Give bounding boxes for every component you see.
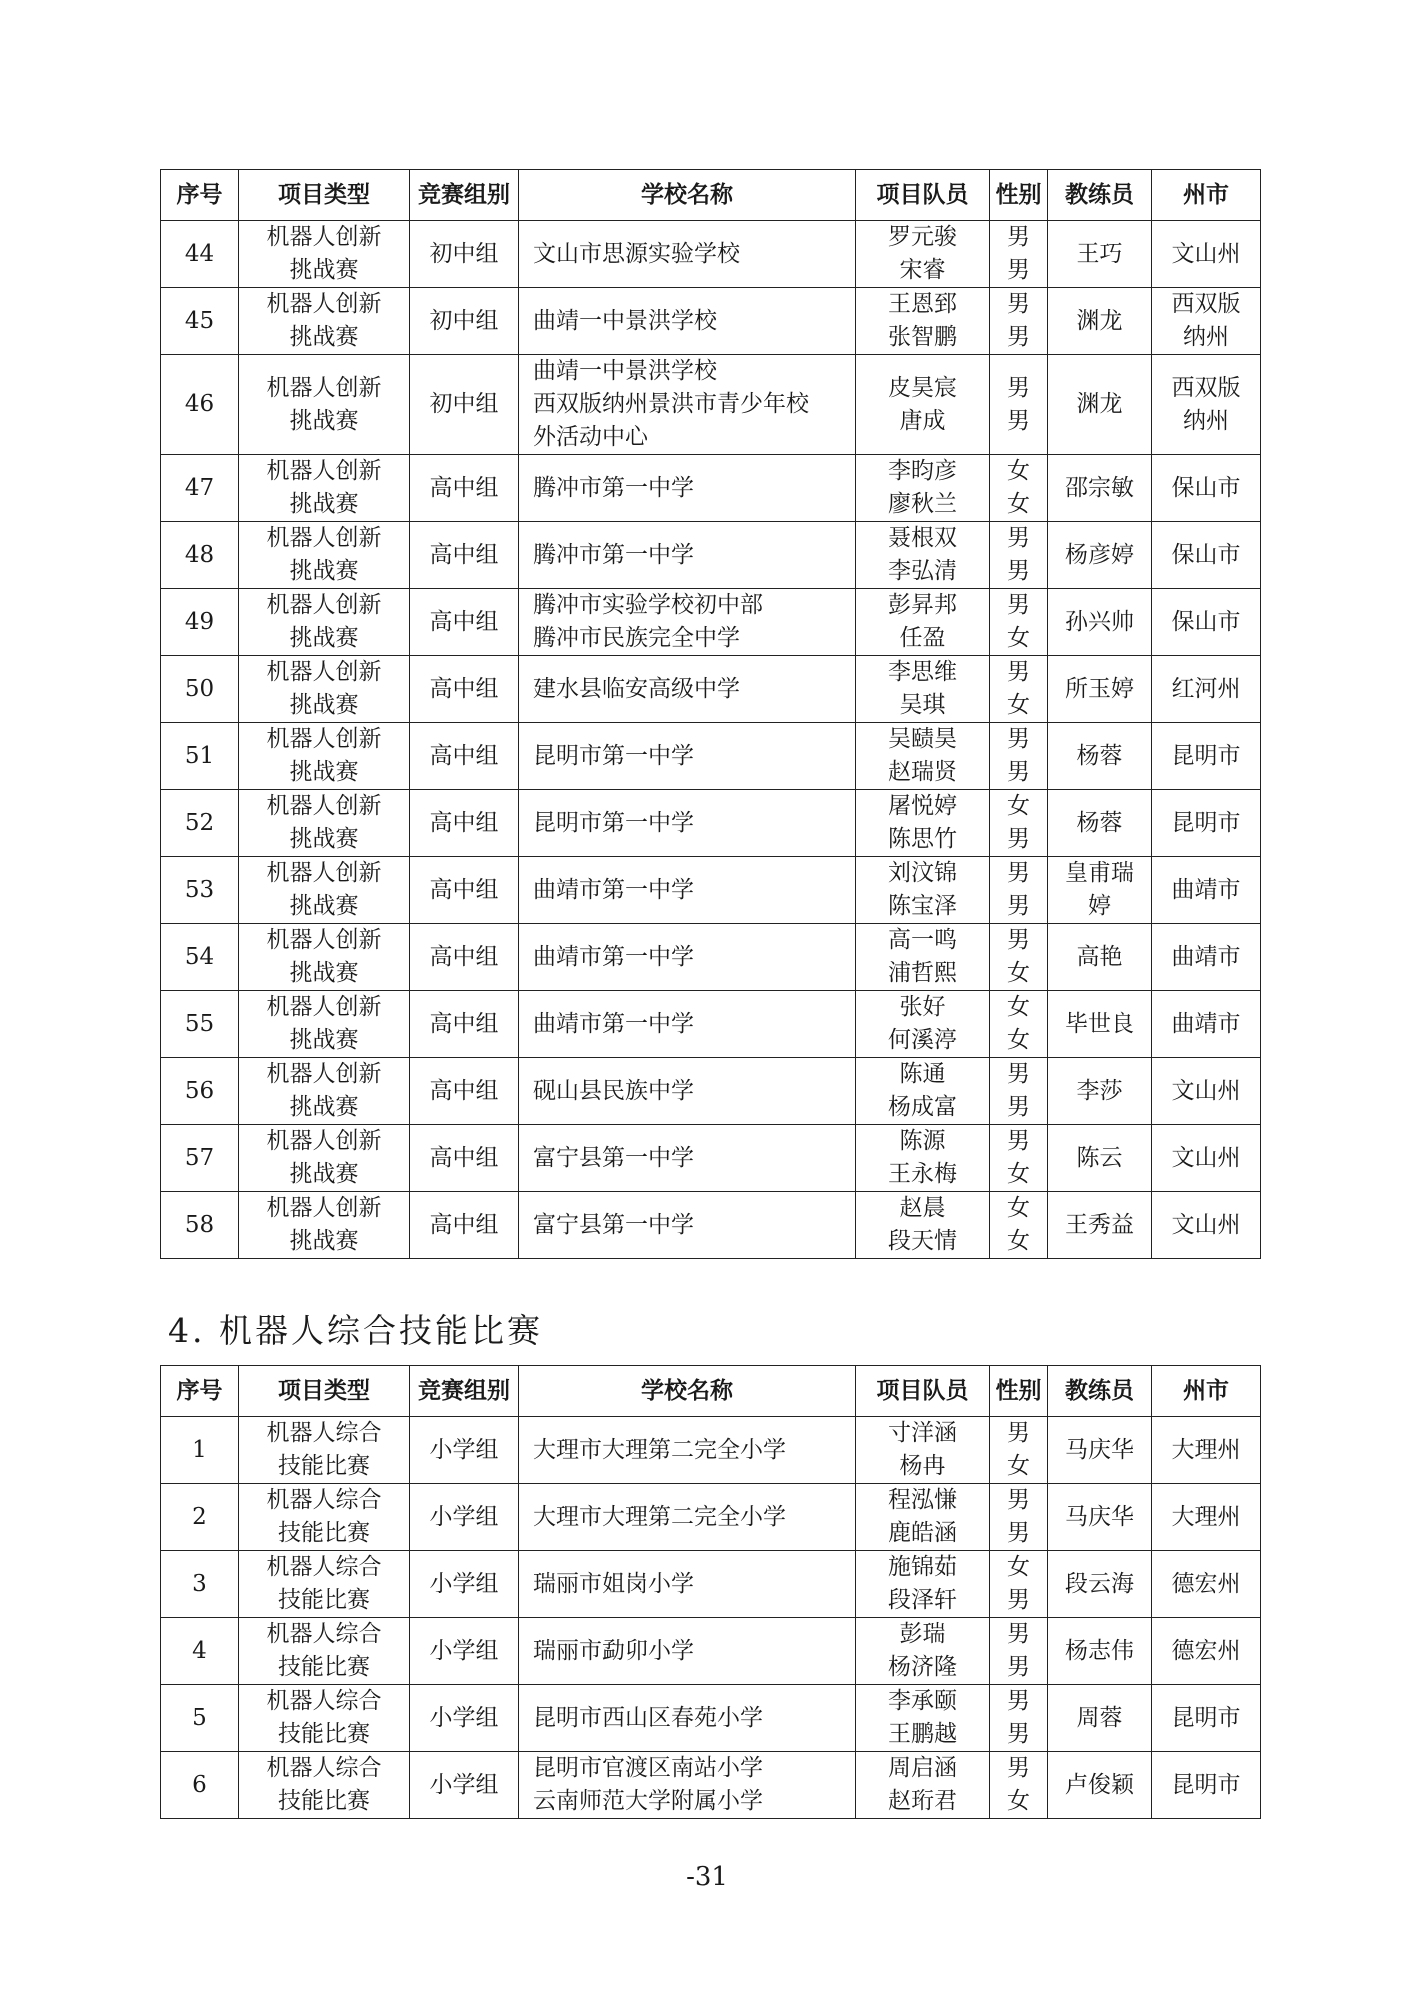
cell-city: 曲靖市 [1152,991,1261,1058]
cell-group: 小学组 [410,1551,519,1618]
header-city: 州市 [1152,170,1261,221]
cell-group: 初中组 [410,288,519,355]
cell-type: 机器人综合 技能比赛 [239,1417,410,1484]
table-row [161,857,1261,924]
cell-members: 张好 何溪渟 [856,991,990,1058]
cell-group: 高中组 [410,723,519,790]
cell-group: 小学组 [410,1484,519,1551]
cell-coach: 李莎 [1048,1058,1152,1125]
table-row [161,221,1261,288]
cell-type: 机器人创新 挑战赛 [239,857,410,924]
cell-type: 机器人创新 挑战赛 [239,455,410,522]
cell-members: 聂根双 李弘清 [856,522,990,589]
cell-coach: 马庆华 [1048,1417,1152,1484]
award-table-robot-innovation [160,169,1261,1259]
header-members: 项目队员 [856,170,990,221]
cell-city: 红河州 [1152,656,1261,723]
cell-school: 瑞丽市姐岗小学 [519,1551,856,1618]
cell-coach: 段云海 [1048,1551,1152,1618]
cell-type: 机器人综合 技能比赛 [239,1618,410,1685]
cell-school: 曲靖市第一中学 [519,857,856,924]
page-number: -31 [686,1862,728,1892]
cell-members: 周启涵 赵珩君 [856,1752,990,1819]
table-row [161,522,1261,589]
cell-school: 曲靖一中景洪学校 西双版纳州景洪市青少年校 外活动中心 [519,355,856,455]
cell-school: 昆明市官渡区南站小学 云南师范大学附属小学 [519,1752,856,1819]
cell-group: 高中组 [410,1192,519,1259]
cell-type: 机器人创新 挑战赛 [239,991,410,1058]
cell-gender: 男 女 [990,1417,1048,1484]
table-row [161,790,1261,857]
cell-group: 初中组 [410,355,519,455]
cell-members: 赵晨 段天情 [856,1192,990,1259]
cell-gender: 男 男 [990,857,1048,924]
cell-no: 50 [161,656,239,723]
cell-city: 昆明市 [1152,723,1261,790]
cell-gender: 男 女 [990,1125,1048,1192]
cell-no: 58 [161,1192,239,1259]
cell-group: 高中组 [410,991,519,1058]
cell-gender: 男 男 [990,1685,1048,1752]
cell-city: 文山州 [1152,1192,1261,1259]
cell-school: 大理市大理第二完全小学 [519,1484,856,1551]
cell-school: 曲靖一中景洪学校 [519,288,856,355]
cell-school: 富宁县第一中学 [519,1125,856,1192]
cell-gender: 男 女 [990,924,1048,991]
cell-coach: 杨彦婷 [1048,522,1152,589]
cell-gender: 男 女 [990,1752,1048,1819]
cell-school: 昆明市西山区春苑小学 [519,1685,856,1752]
cell-coach: 周蓉 [1048,1685,1152,1752]
cell-school: 腾冲市第一中学 [519,522,856,589]
cell-type: 机器人综合 技能比赛 [239,1484,410,1551]
cell-coach: 杨蓉 [1048,723,1152,790]
cell-city: 大理州 [1152,1484,1261,1551]
header-gender: 性别 [990,1366,1048,1417]
cell-gender: 男 女 [990,589,1048,656]
cell-members: 刘汶锦 陈宝泽 [856,857,990,924]
table-row [161,924,1261,991]
cell-group: 小学组 [410,1618,519,1685]
header-type: 项目类型 [239,1366,410,1417]
cell-members: 皮昊宸 唐成 [856,355,990,455]
header-gender: 性别 [990,170,1048,221]
cell-school: 腾冲市实验学校初中部 腾冲市民族完全中学 [519,589,856,656]
header-members: 项目队员 [856,1366,990,1417]
table-row [161,1551,1261,1618]
award-table-robot-skills [160,1365,1261,1819]
cell-coach: 渊龙 [1048,355,1152,455]
cell-type: 机器人创新 挑战赛 [239,1125,410,1192]
cell-city: 德宏州 [1152,1551,1261,1618]
cell-no: 6 [161,1752,239,1819]
cell-school: 昆明市第一中学 [519,723,856,790]
cell-group: 高中组 [410,790,519,857]
cell-coach: 陈云 [1048,1125,1152,1192]
cell-type: 机器人综合 技能比赛 [239,1551,410,1618]
cell-city: 文山州 [1152,1125,1261,1192]
cell-no: 2 [161,1484,239,1551]
cell-group: 高中组 [410,656,519,723]
cell-school: 建水县临安高级中学 [519,656,856,723]
cell-coach: 杨志伟 [1048,1618,1152,1685]
cell-coach: 邵宗敏 [1048,455,1152,522]
cell-gender: 男 男 [990,288,1048,355]
cell-group: 小学组 [410,1417,519,1484]
cell-no: 55 [161,991,239,1058]
cell-coach: 王秀益 [1048,1192,1152,1259]
table-row [161,1417,1261,1484]
cell-coach: 王巧 [1048,221,1152,288]
cell-coach: 渊龙 [1048,288,1152,355]
table-body [161,1417,1261,1819]
header-school: 学校名称 [519,1366,856,1417]
cell-gender: 女 男 [990,790,1048,857]
cell-group: 高中组 [410,1058,519,1125]
table-row [161,355,1261,455]
cell-city: 西双版 纳州 [1152,288,1261,355]
table-row [161,455,1261,522]
cell-no: 4 [161,1618,239,1685]
cell-group: 高中组 [410,924,519,991]
cell-no: 44 [161,221,239,288]
table-row [161,1752,1261,1819]
cell-coach: 卢俊颖 [1048,1752,1152,1819]
cell-school: 昆明市第一中学 [519,790,856,857]
cell-gender: 男 男 [990,1484,1048,1551]
cell-gender: 男 女 [990,656,1048,723]
cell-gender: 男 男 [990,522,1048,589]
header-group: 竞赛组别 [410,170,519,221]
table-row [161,991,1261,1058]
cell-type: 机器人创新 挑战赛 [239,355,410,455]
cell-coach: 杨蓉 [1048,790,1152,857]
cell-members: 程泓慊 鹿皓涵 [856,1484,990,1551]
cell-group: 高中组 [410,455,519,522]
header-no: 序号 [161,1366,239,1417]
table-row [161,656,1261,723]
cell-coach: 孙兴帅 [1048,589,1152,656]
cell-type: 机器人创新 挑战赛 [239,522,410,589]
cell-no: 3 [161,1551,239,1618]
cell-members: 罗元骏 宋睿 [856,221,990,288]
cell-school: 大理市大理第二完全小学 [519,1417,856,1484]
table-header-row [161,170,1261,221]
cell-members: 王恩郅 张智鹏 [856,288,990,355]
cell-city: 保山市 [1152,589,1261,656]
cell-city: 保山市 [1152,522,1261,589]
cell-school: 曲靖市第一中学 [519,991,856,1058]
cell-gender: 女 女 [990,991,1048,1058]
cell-city: 曲靖市 [1152,924,1261,991]
cell-city: 文山州 [1152,1058,1261,1125]
table-row [161,723,1261,790]
cell-type: 机器人创新 挑战赛 [239,288,410,355]
cell-type: 机器人创新 挑战赛 [239,723,410,790]
cell-type: 机器人创新 挑战赛 [239,790,410,857]
cell-type: 机器人创新 挑战赛 [239,656,410,723]
header-city: 州市 [1152,1366,1261,1417]
cell-type: 机器人创新 挑战赛 [239,1058,410,1125]
cell-no: 52 [161,790,239,857]
table-row [161,1058,1261,1125]
cell-city: 德宏州 [1152,1618,1261,1685]
cell-no: 53 [161,857,239,924]
header-school: 学校名称 [519,170,856,221]
table-row [161,1685,1261,1752]
table-header-row [161,1366,1261,1417]
cell-city: 文山州 [1152,221,1261,288]
cell-city: 曲靖市 [1152,857,1261,924]
cell-no: 51 [161,723,239,790]
cell-type: 机器人创新 挑战赛 [239,924,410,991]
cell-gender: 男 男 [990,221,1048,288]
cell-no: 45 [161,288,239,355]
cell-gender: 女 女 [990,455,1048,522]
cell-gender: 男 男 [990,1058,1048,1125]
cell-school: 砚山县民族中学 [519,1058,856,1125]
table-row [161,1484,1261,1551]
cell-no: 46 [161,355,239,455]
header-no: 序号 [161,170,239,221]
cell-members: 屠悦婷 陈思竹 [856,790,990,857]
cell-no: 5 [161,1685,239,1752]
cell-members: 吴赜昊 赵瑞贤 [856,723,990,790]
cell-city: 昆明市 [1152,1685,1261,1752]
cell-group: 高中组 [410,522,519,589]
cell-city: 昆明市 [1152,790,1261,857]
cell-no: 47 [161,455,239,522]
header-coach: 教练员 [1048,1366,1152,1417]
cell-gender: 男 男 [990,1618,1048,1685]
table-body [161,221,1261,1259]
cell-type: 机器人综合 技能比赛 [239,1685,410,1752]
cell-no: 48 [161,522,239,589]
cell-members: 陈通 杨成富 [856,1058,990,1125]
cell-members: 高一鸣 浦哲熙 [856,924,990,991]
cell-coach: 所玉婷 [1048,656,1152,723]
cell-group: 高中组 [410,857,519,924]
header-coach: 教练员 [1048,170,1152,221]
cell-group: 小学组 [410,1685,519,1752]
cell-school: 文山市思源实验学校 [519,221,856,288]
cell-school: 富宁县第一中学 [519,1192,856,1259]
cell-members: 李思维 吴琪 [856,656,990,723]
cell-members: 施锦茹 段泽轩 [856,1551,990,1618]
header-group: 竞赛组别 [410,1366,519,1417]
cell-coach: 高艳 [1048,924,1152,991]
cell-group: 高中组 [410,1125,519,1192]
cell-gender: 女 男 [990,1551,1048,1618]
cell-members: 彭昇邦 任盈 [856,589,990,656]
table-row [161,1125,1261,1192]
cell-no: 54 [161,924,239,991]
cell-school: 腾冲市第一中学 [519,455,856,522]
cell-no: 57 [161,1125,239,1192]
cell-group: 小学组 [410,1752,519,1819]
cell-group: 初中组 [410,221,519,288]
cell-coach: 马庆华 [1048,1484,1152,1551]
cell-type: 机器人创新 挑战赛 [239,221,410,288]
cell-city: 保山市 [1152,455,1261,522]
header-type: 项目类型 [239,170,410,221]
cell-school: 瑞丽市勐卯小学 [519,1618,856,1685]
cell-group: 高中组 [410,589,519,656]
table-row [161,589,1261,656]
table-row [161,1192,1261,1259]
cell-coach: 毕世良 [1048,991,1152,1058]
section-heading: 4. 机器人综合技能比赛 [168,1311,543,1350]
cell-members: 李昀彦 廖秋兰 [856,455,990,522]
cell-type: 机器人创新 挑战赛 [239,1192,410,1259]
cell-no: 1 [161,1417,239,1484]
cell-school: 曲靖市第一中学 [519,924,856,991]
cell-members: 寸洋涵 杨冉 [856,1417,990,1484]
cell-city: 昆明市 [1152,1752,1261,1819]
cell-members: 李承颐 王鹏越 [856,1685,990,1752]
cell-city: 大理州 [1152,1417,1261,1484]
table-row [161,1618,1261,1685]
cell-members: 彭瑞 杨济隆 [856,1618,990,1685]
cell-type: 机器人创新 挑战赛 [239,589,410,656]
cell-coach: 皇甫瑞 婷 [1048,857,1152,924]
cell-type: 机器人综合 技能比赛 [239,1752,410,1819]
cell-no: 56 [161,1058,239,1125]
cell-members: 陈源 王永梅 [856,1125,990,1192]
cell-no: 49 [161,589,239,656]
cell-gender: 男 男 [990,723,1048,790]
cell-city: 西双版 纳州 [1152,355,1261,455]
cell-gender: 男 男 [990,355,1048,455]
table-row [161,288,1261,355]
cell-gender: 女 女 [990,1192,1048,1259]
